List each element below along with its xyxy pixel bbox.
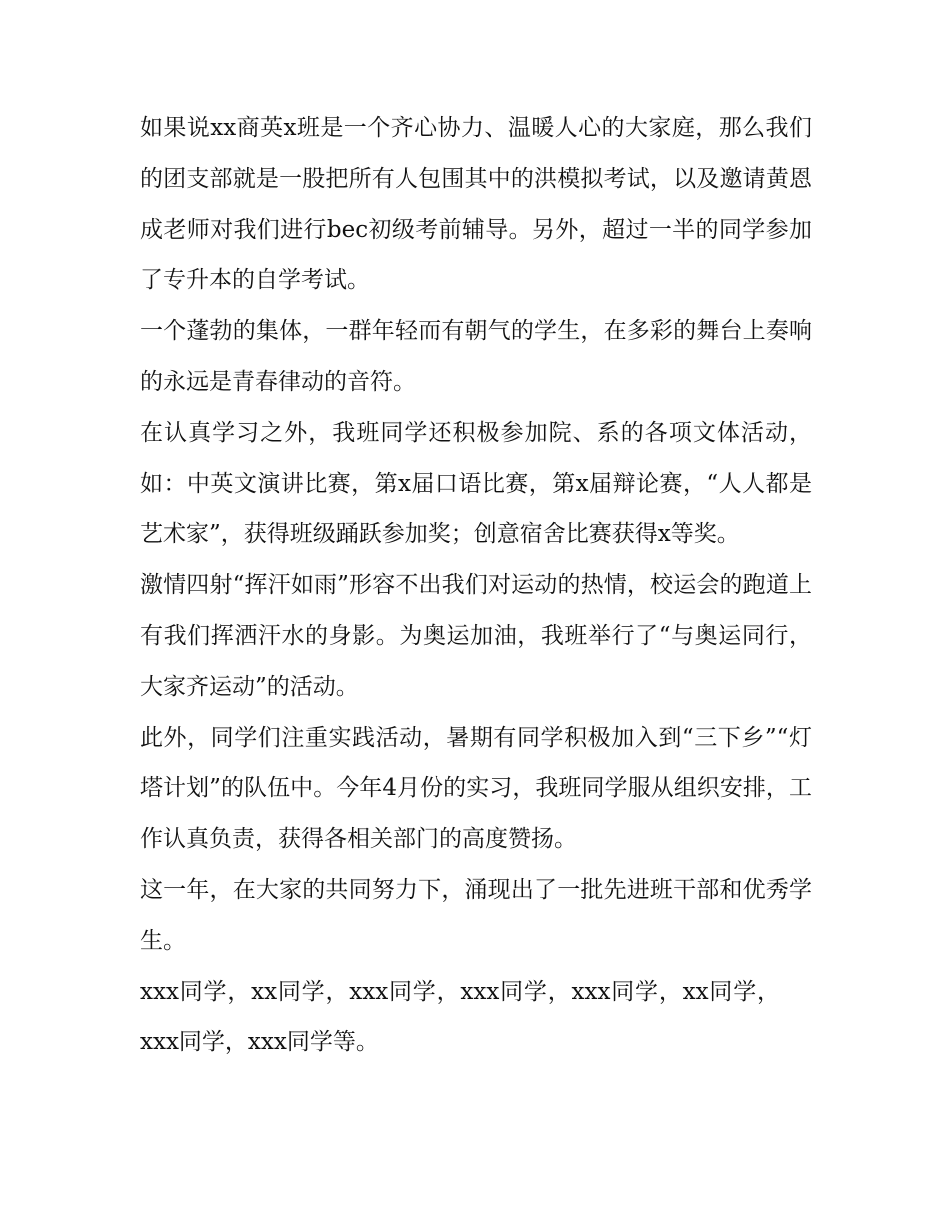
paragraph-4: 激情四射“挥汗如雨”形容不出我们对运动的热情，校运会的跑道上有我们挥洒汗水的身影。为奥运加油，我班举行了“与奥运同行，大家齐运动”的活动。 (140, 572, 812, 700)
paragraph-7: xxx同学，xx同学，xxx同学，xxx同学，xxx同学，xx同学，xxx同学，xxx同学等。 (140, 978, 780, 1056)
paragraph-1: 如果说xx商英x班是一个齐心协力、温暖人心的大家庭，那么我们的团支部就是一股把所有人包围其中的洪模拟考试，以及邀请黄恩成老师对我们进行bec初级考前辅导。另外，超过一半的同学参加了专升本的自学考试。 (140, 115, 812, 294)
paragraph-5: 此外，同学们注重实践活动，暑期有同学积极加入到“三下乡”“灯塔计划”的队伍中。今年4月份的实习，我班同学服从组织安排，工作认真负责，获得各相关部门的高度赞扬。 (140, 724, 812, 853)
document-body (140, 103, 820, 1068)
paragraph-6: 这一年，在大家的共同努力下，涌现出了一批先进班干部和优秀学生。 (140, 876, 812, 954)
paragraph-2: 一个蓬勃的集体，一群年轻而有朝气的学生，在多彩的舞台上奏响的永远是青春律动的音符。 (140, 318, 812, 395)
paragraph-3: 在认真学习之外，我班同学还积极参加院、系的各项文体活动，如：中英文演讲比赛，第x届口语比赛，第x届辩论赛，“人人都是艺术家”，获得班级踊跃参加奖；创意宿舍比赛获得x等奖。 (140, 419, 812, 548)
